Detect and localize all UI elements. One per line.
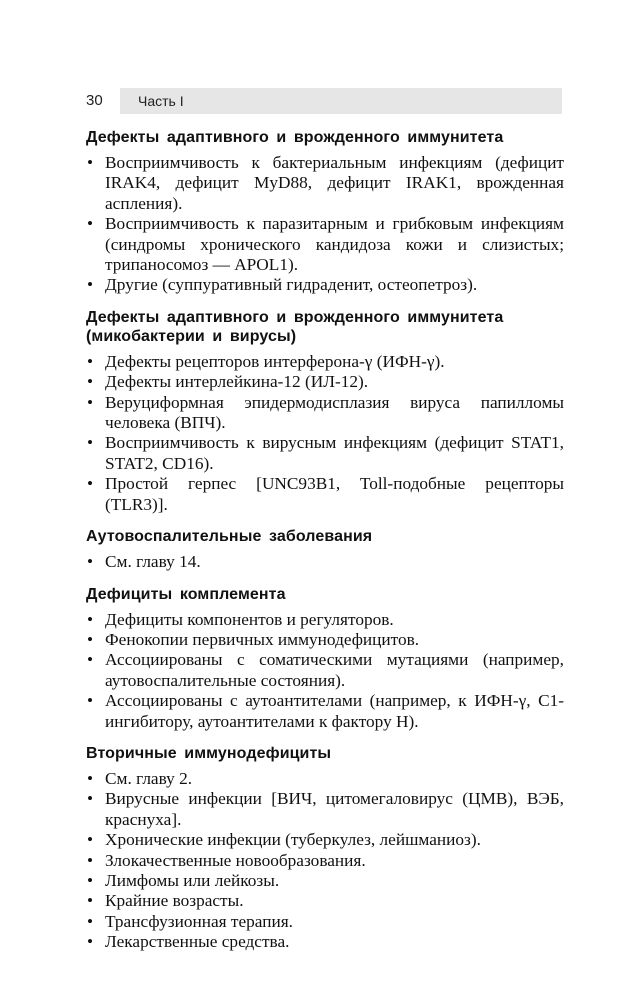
- list-item: • Простой герпес [UNC93B1, Toll-подобные рецепторы (TLR3)].: [86, 474, 564, 515]
- list-item: • Дефекты интерлейкина-12 (ИЛ-12).: [86, 372, 564, 392]
- section-heading: Дефекты адаптивного и врожденного иммунитета (микобактерии и вирусы): [86, 308, 504, 345]
- list-item: • Вирусные инфекции [ВИЧ, цитомегаловирус (ЦМВ), ВЭБ, краснуха].: [86, 789, 564, 830]
- page-number: 30: [86, 92, 103, 109]
- running-header: [86, 88, 562, 114]
- list-item: • Ассоциированы с аутоантителами (например, к ИФН-γ, C1-ингибитору, аутоантителами к фактору H).: [86, 691, 564, 732]
- list-item: • Лекарственные средства.: [86, 932, 564, 952]
- list-item: • Лимфомы или лейкозы.: [86, 871, 564, 891]
- list-item: • Трансфузионная терапия.: [86, 912, 564, 932]
- header-band: [120, 88, 562, 114]
- list-item: • Ассоциированы с соматическими мутациями (например, аутовоспалительные состояния).: [86, 650, 564, 691]
- section-secondary-immunodeficiencies: [86, 744, 564, 953]
- section-heading: Дефекты адаптивного и врожденного иммунитета: [86, 129, 504, 146]
- list-item: • Восприимчивость к бактериальным инфекциям (дефицит IRAK4, дефицит MyD88, дефицит IRAK1, врожденная аспления).: [86, 153, 564, 214]
- bullet-list: [86, 769, 564, 953]
- list-item: • Фенокопии первичных иммунодефицитов.: [86, 630, 564, 650]
- bullet-list: [86, 610, 564, 732]
- list-item: • См. главу 2.: [86, 769, 564, 789]
- list-item: • Веруциформная эпидермодисплазия вируса папилломы человека (ВПЧ).: [86, 393, 564, 434]
- list-item: • Восприимчивость к вирусным инфекциям (дефицит STAT1, STAT2, CD16).: [86, 433, 564, 474]
- section-heading: Вторичные иммунодефициты: [86, 744, 332, 762]
- bullet-list: [86, 153, 564, 296]
- list-item: • Дефекты рецепторов интерферона-γ (ИФН-γ).: [86, 352, 564, 372]
- section-heading: Дефициты комплемента: [86, 585, 286, 603]
- section-heading: Аутовоспалительные заболевания: [86, 528, 373, 546]
- list-item: • Восприимчивость к паразитарным и грибковым инфекциям (синдромы хронического кандидоза кожи и слизистых; трипаносомоз — APOL1).: [86, 214, 564, 275]
- section-autoinflammatory: [86, 527, 564, 572]
- running-title: Часть I: [138, 93, 184, 109]
- list-item: • Злокачественные новообразования.: [86, 851, 564, 871]
- section-complement-deficiencies: [86, 585, 564, 732]
- list-item: • Дефициты компонентов и регуляторов.: [86, 610, 564, 630]
- bullet-list: [86, 352, 564, 515]
- list-item: • Хронические инфекции (туберкулез, лейшманиоз).: [86, 830, 564, 850]
- section-adaptive-innate-defects: [86, 128, 564, 296]
- bullet-list: [86, 552, 564, 572]
- list-item: • См. главу 14.: [86, 552, 564, 572]
- section-mycobacteria-viruses: [86, 308, 564, 515]
- list-item: • Другие (суппуративный гидраденит, остеопетроз).: [86, 275, 564, 295]
- list-item: • Крайние возрасты.: [86, 891, 564, 911]
- page-content: [86, 128, 564, 963]
